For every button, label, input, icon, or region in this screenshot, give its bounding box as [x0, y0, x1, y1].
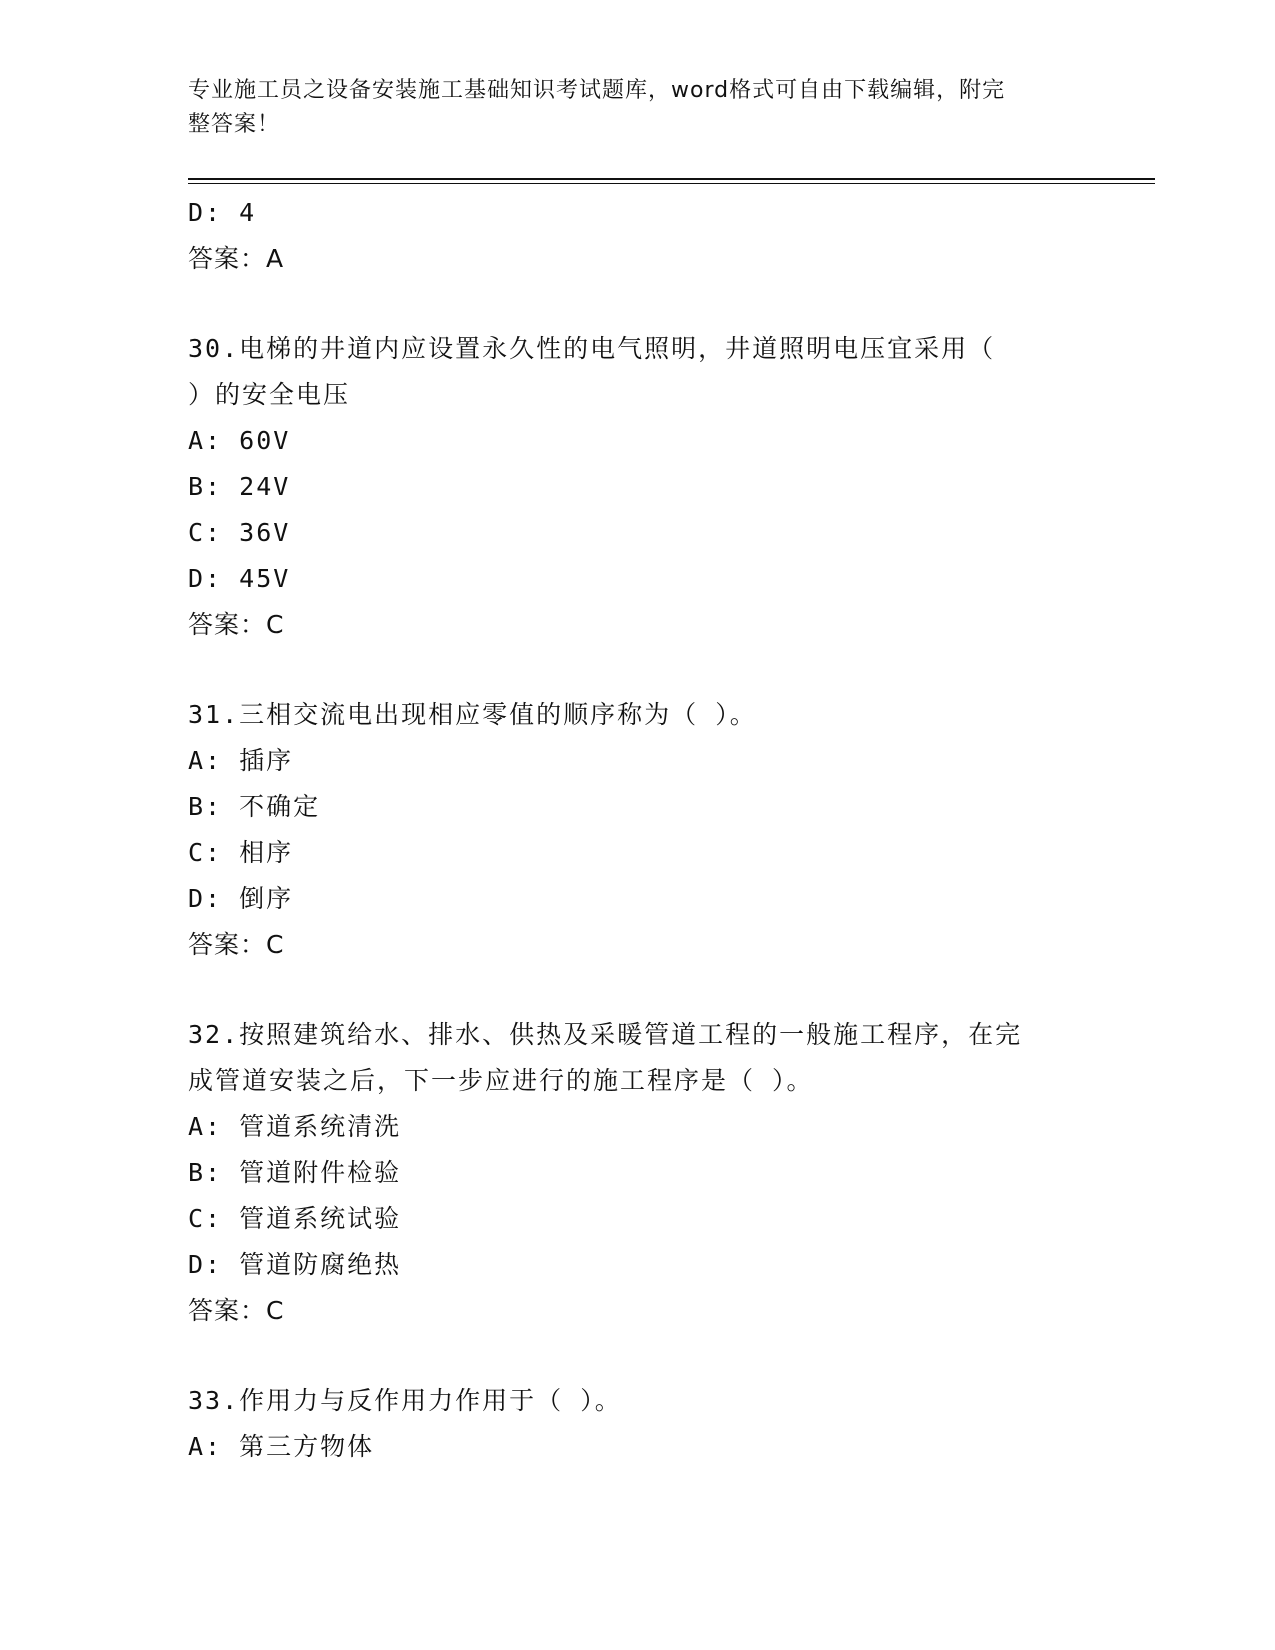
question-stem-line-1: 32.按照建筑给水、排水、供热及采暖管道工程的一般施工程序，在完 — [188, 1020, 1023, 1049]
answer-text: 答案：C — [188, 930, 285, 959]
header-title-line-1: 专业施工员之设备安装施工基础知识考试题库，word格式可自由下载编辑，附完 — [188, 78, 1006, 103]
partial-question-block — [188, 190, 1108, 282]
option-b: B: 管道附件检验 — [188, 1158, 402, 1187]
question-stem-line-1: 30.电梯的井道内应设置永久性的电气照明，井道照明电压宜采用（ — [188, 334, 996, 363]
answer-text: 答案：C — [188, 610, 285, 639]
spacer — [188, 648, 1108, 692]
option-d: D: 倒序 — [188, 884, 294, 913]
option-d: D: 管道防腐绝热 — [188, 1250, 402, 1279]
answer-text: 答案：A — [188, 244, 285, 273]
document-header — [188, 74, 1088, 142]
question-stem-line-2: 成管道安装之后，下一步应进行的施工程序是（ ）。 — [188, 1066, 814, 1095]
option-a: A: 管道系统清洗 — [188, 1112, 402, 1141]
question-32 — [188, 1012, 1108, 1334]
option-d: D: 4 — [188, 198, 257, 227]
option-a: A: 60V — [188, 426, 291, 455]
option-b: B: 24V — [188, 472, 291, 501]
question-31 — [188, 692, 1108, 968]
header-title-line-2: 整答案！ — [188, 112, 281, 137]
option-c: C: 管道系统试验 — [188, 1204, 402, 1233]
question-stem-line-1: 33.作用力与反作用力作用于（ ）。 — [188, 1386, 622, 1415]
question-stem-line-1: 31.三相交流电出现相应零值的顺序称为（ ）。 — [188, 700, 757, 729]
option-a: A: 插序 — [188, 746, 294, 775]
option-c: C: 36V — [188, 518, 291, 547]
option-a: A: 第三方物体 — [188, 1432, 375, 1461]
spacer — [188, 968, 1108, 1012]
question-stem-line-2: ）的安全电压 — [188, 380, 351, 409]
spacer — [188, 1334, 1108, 1378]
option-d: D: 45V — [188, 564, 291, 593]
question-33 — [188, 1378, 1108, 1470]
header-divider-thin — [188, 183, 1155, 184]
question-30 — [188, 326, 1108, 648]
spacer — [188, 282, 1108, 326]
answer-text: 答案：C — [188, 1296, 285, 1325]
header-divider-thick — [188, 178, 1155, 180]
question-list — [188, 190, 1108, 1470]
option-c: C: 相序 — [188, 838, 294, 867]
option-b: B: 不确定 — [188, 792, 321, 821]
